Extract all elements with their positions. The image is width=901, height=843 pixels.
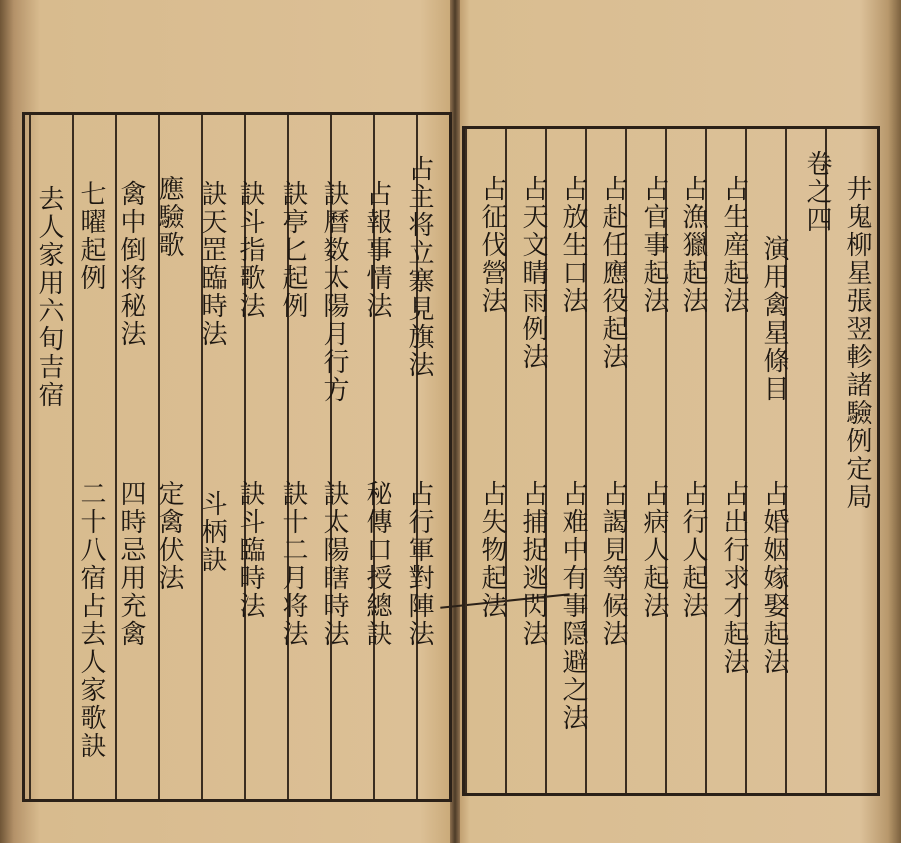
right-item-7: 占天文睛雨例法 bbox=[518, 175, 548, 371]
volume-label: 卷之四 bbox=[802, 150, 832, 234]
left-item-10: 去人家用六旬吉宿 bbox=[34, 185, 64, 409]
right-heading: 井鬼柳星張翌軫諸驗例定局 bbox=[842, 175, 872, 511]
right-item-4: 占官事起法 bbox=[639, 175, 669, 315]
right-item-1: 演用禽星條目 bbox=[759, 235, 789, 403]
left-item-13: 訣太陽瞎時法 bbox=[319, 480, 349, 648]
left-item-9: 七曜起例 bbox=[76, 180, 106, 292]
left-item-5: 訣斗指歌法 bbox=[235, 180, 265, 320]
right-item-16: 占失物起法 bbox=[477, 480, 507, 620]
right-item-13: 占謁見等候法 bbox=[598, 480, 628, 648]
left-item-12: 秘傳口授總訣 bbox=[362, 480, 392, 648]
right-item-6: 占放生口法 bbox=[558, 175, 588, 315]
right-item-2: 占生産起法 bbox=[719, 175, 749, 315]
left-item-8: 禽中倒将秘法 bbox=[116, 180, 146, 348]
left-item-6: 訣天罡臨時法 bbox=[197, 180, 227, 348]
right-item-10: 占出行求才起法 bbox=[719, 480, 749, 676]
left-item-4: 訣亭匕起例 bbox=[278, 180, 308, 320]
left-item-15: 訣斗臨時法 bbox=[235, 480, 265, 620]
column-rule bbox=[29, 115, 31, 799]
left-item-1: 占主将立寨見旗法 bbox=[404, 155, 434, 379]
right-item-3: 占漁獵起法 bbox=[678, 175, 708, 315]
right-item-15: 占捕捉逃閃法 bbox=[518, 480, 548, 648]
right-item-12: 占病人起法 bbox=[639, 480, 669, 620]
left-item-3: 訣曆数太陽月行方 bbox=[319, 180, 349, 404]
left-item-18: 定禽伏法 bbox=[154, 480, 184, 592]
left-item-19: 四時忌用充禽 bbox=[116, 480, 146, 648]
right-item-8: 占征伐營法 bbox=[477, 175, 507, 315]
left-item-7: 應驗歌 bbox=[154, 175, 184, 259]
column-rule bbox=[465, 129, 467, 793]
right-item-9: 占婚姻嫁娶起法 bbox=[759, 480, 789, 676]
right-item-14: 占难中有事隠避之法 bbox=[558, 480, 588, 732]
left-item-2: 占報事情法 bbox=[362, 180, 392, 320]
left-item-20: 二十八宿占去人家歌訣 bbox=[76, 480, 106, 760]
right-item-11: 占行人起法 bbox=[678, 480, 708, 620]
left-item-11: 占行軍對陣法 bbox=[404, 480, 434, 648]
left-item-16: 斗柄訣 bbox=[197, 490, 227, 574]
column-rule bbox=[785, 129, 787, 793]
right-item-5: 占赴任應役起法 bbox=[598, 175, 628, 371]
left-item-14: 訣十二月将法 bbox=[278, 480, 308, 648]
